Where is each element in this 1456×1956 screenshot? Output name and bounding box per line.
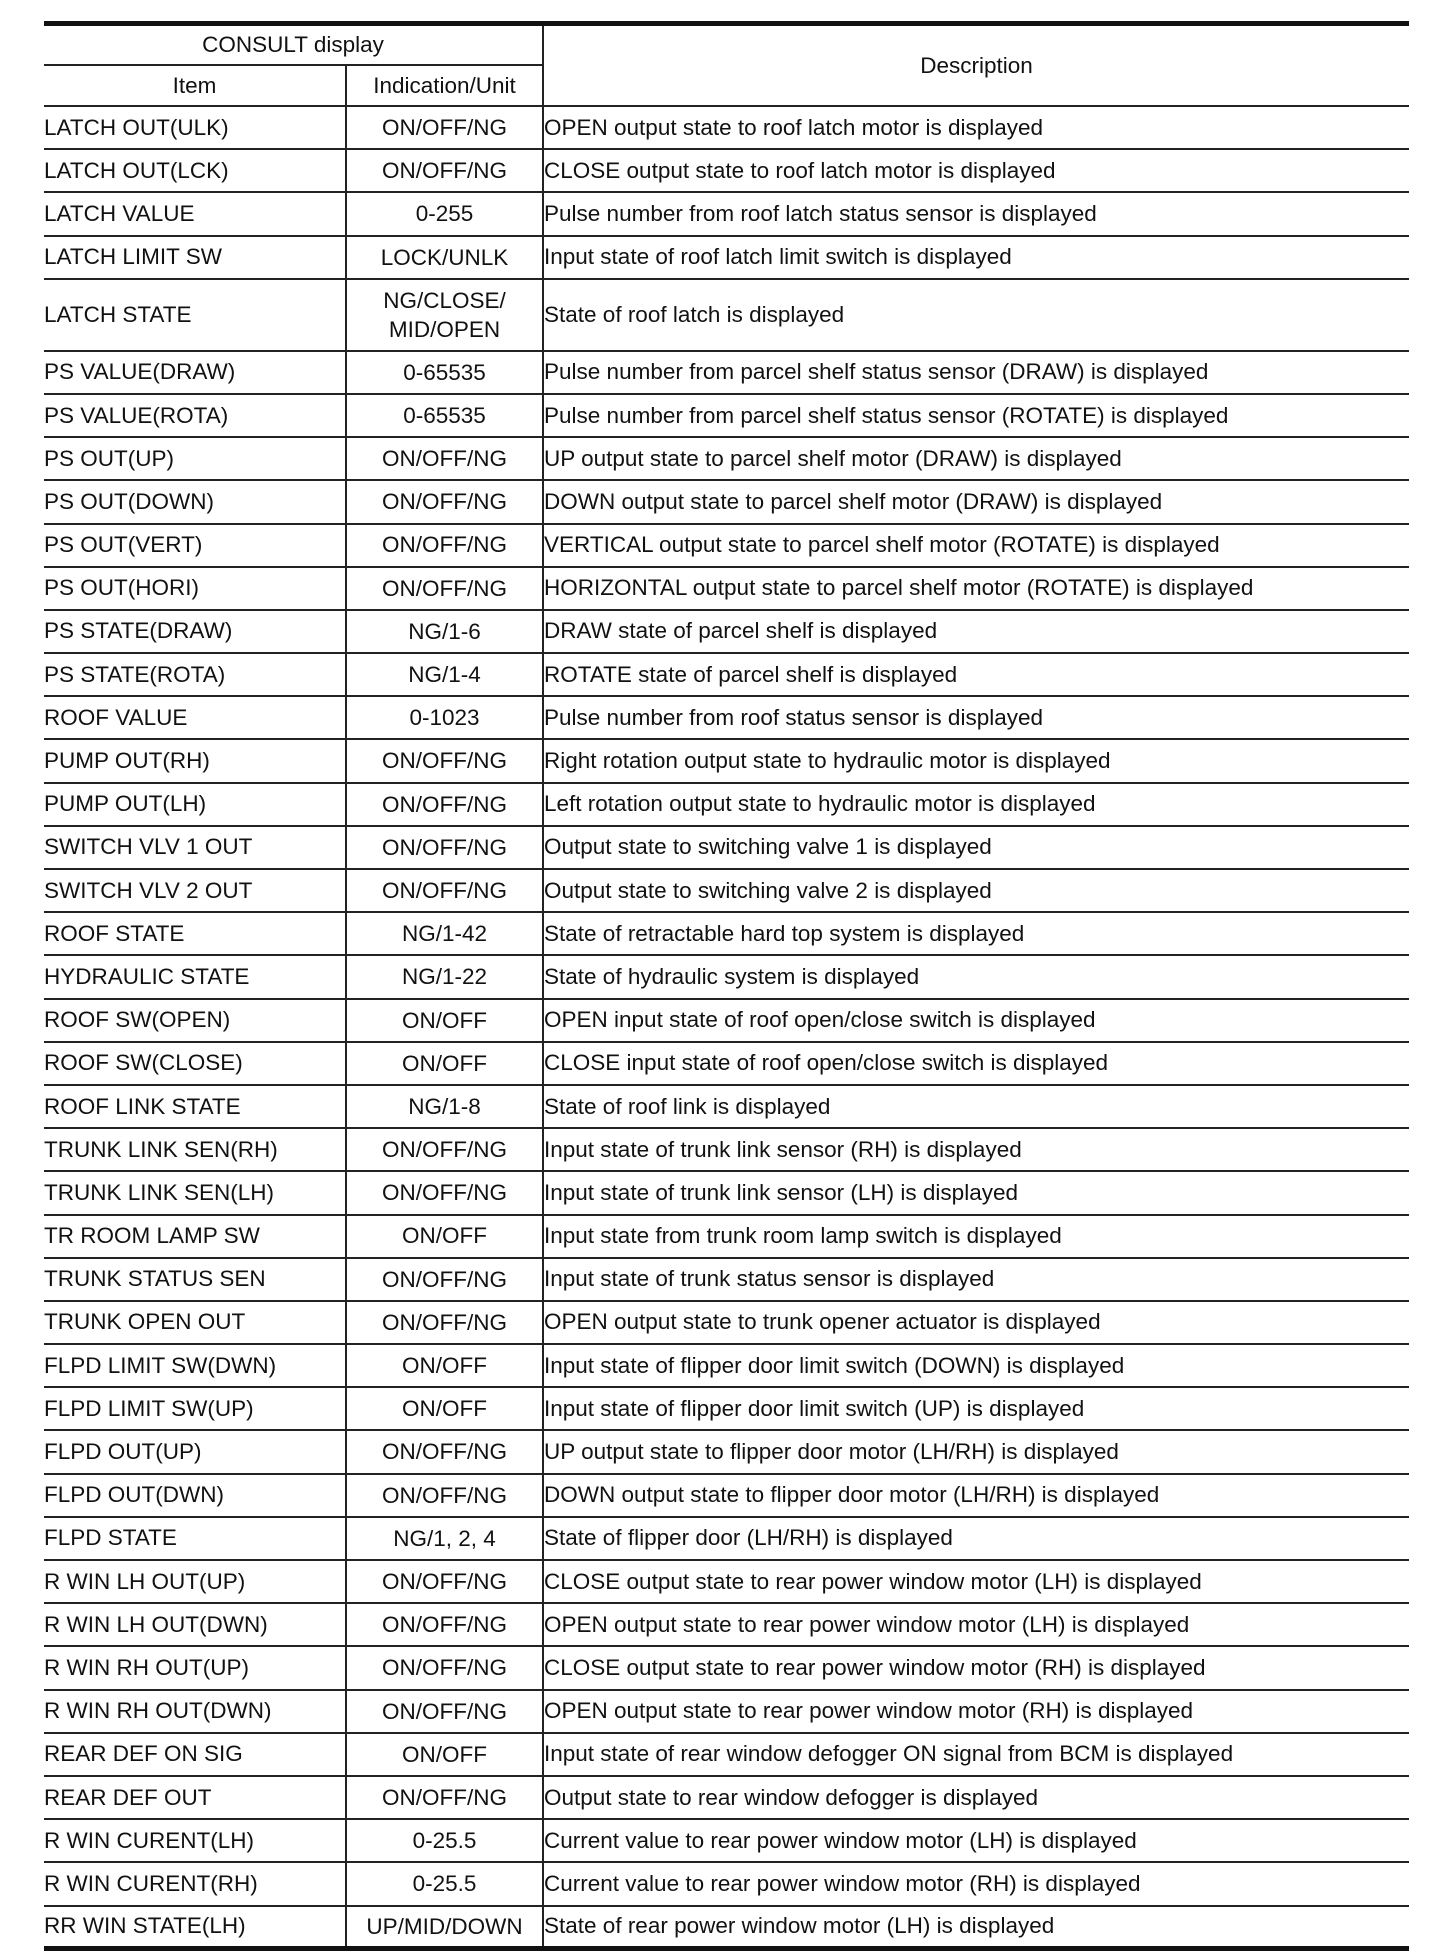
description-cell: DOWN output state to flipper door motor (LH/RH) is displayed xyxy=(543,1474,1409,1517)
description-cell: CLOSE output state to rear power window motor (LH) is displayed xyxy=(543,1560,1409,1603)
unit-cell: NG/CLOSE/ MID/OPEN xyxy=(346,279,543,351)
unit-cell: ON/OFF/NG xyxy=(346,869,543,912)
unit-cell: NG/1-8 xyxy=(346,1085,543,1128)
description-cell: Input state of flipper door limit switch (UP) is displayed xyxy=(543,1387,1409,1430)
item-cell: FLPD LIMIT SW(DWN) xyxy=(44,1344,346,1387)
description-cell: Input state of trunk link sensor (RH) is displayed xyxy=(543,1128,1409,1171)
description-cell: Input state of flipper door limit switch (DOWN) is displayed xyxy=(543,1344,1409,1387)
item-cell: R WIN CURENT(LH) xyxy=(44,1819,346,1862)
description-cell: DOWN output state to parcel shelf motor (DRAW) is displayed xyxy=(543,480,1409,523)
unit-cell: ON/OFF xyxy=(346,1344,543,1387)
item-cell: TR ROOM LAMP SW xyxy=(44,1215,346,1258)
item-cell: R WIN LH OUT(DWN) xyxy=(44,1603,346,1646)
table-row xyxy=(44,1474,1409,1517)
description-cell: State of flipper door (LH/RH) is displayed xyxy=(543,1517,1409,1560)
description-cell: State of hydraulic system is displayed xyxy=(543,955,1409,998)
description-cell: VERTICAL output state to parcel shelf motor (ROTATE) is displayed xyxy=(543,524,1409,567)
item-cell: SWITCH VLV 1 OUT xyxy=(44,826,346,869)
unit-cell: ON/OFF/NG xyxy=(346,783,543,826)
table-row xyxy=(44,1258,1409,1301)
table-row xyxy=(44,567,1409,610)
unit-cell: ON/OFF/NG xyxy=(346,1301,543,1344)
description-cell: ROTATE state of parcel shelf is displayed xyxy=(543,653,1409,696)
item-cell: FLPD OUT(UP) xyxy=(44,1430,346,1473)
description-cell: State of rear power window motor (LH) is displayed xyxy=(543,1906,1409,1949)
description-cell: State of retractable hard top system is displayed xyxy=(543,912,1409,955)
consult-display-table xyxy=(44,21,1409,1951)
unit-cell: ON/OFF/NG xyxy=(346,106,543,149)
description-cell: OPEN output state to rear power window motor (RH) is displayed xyxy=(543,1690,1409,1733)
table-row xyxy=(44,826,1409,869)
unit-cell: NG/1-42 xyxy=(346,912,543,955)
item-cell: PS STATE(ROTA) xyxy=(44,653,346,696)
description-cell: HORIZONTAL output state to parcel shelf motor (ROTATE) is displayed xyxy=(543,567,1409,610)
item-cell: ROOF LINK STATE xyxy=(44,1085,346,1128)
description-cell: DRAW state of parcel shelf is displayed xyxy=(543,610,1409,653)
description-cell: Pulse number from roof latch status sensor is displayed xyxy=(543,192,1409,235)
table-row xyxy=(44,1560,1409,1603)
unit-cell: ON/OFF/NG xyxy=(346,1258,543,1301)
item-cell: TRUNK OPEN OUT xyxy=(44,1301,346,1344)
description-cell: UP output state to flipper door motor (LH/RH) is displayed xyxy=(543,1430,1409,1473)
table-row xyxy=(44,1819,1409,1862)
table-row xyxy=(44,1171,1409,1214)
description-cell: State of roof latch is displayed xyxy=(543,279,1409,351)
unit-cell: NG/1, 2, 4 xyxy=(346,1517,543,1560)
table-row xyxy=(44,999,1409,1042)
unit-cell: 0-1023 xyxy=(346,696,543,739)
unit-cell: ON/OFF xyxy=(346,1387,543,1430)
table-header xyxy=(44,24,1409,107)
table-row xyxy=(44,149,1409,192)
indication-unit-header: Indication/Unit xyxy=(346,65,543,106)
item-cell: ROOF SW(CLOSE) xyxy=(44,1042,346,1085)
table-row xyxy=(44,1690,1409,1733)
unit-cell: 0-25.5 xyxy=(346,1862,543,1905)
description-cell: Input state of roof latch limit switch is displayed xyxy=(543,236,1409,279)
description-cell: OPEN output state to trunk opener actuator is displayed xyxy=(543,1301,1409,1344)
table-row xyxy=(44,1128,1409,1171)
description-cell: CLOSE output state to rear power window motor (RH) is displayed xyxy=(543,1646,1409,1689)
description-cell: UP output state to parcel shelf motor (DRAW) is displayed xyxy=(543,437,1409,480)
item-cell: PS VALUE(DRAW) xyxy=(44,351,346,394)
unit-cell: ON/OFF xyxy=(346,1733,543,1776)
description-cell: Pulse number from parcel shelf status sensor (DRAW) is displayed xyxy=(543,351,1409,394)
item-cell: RR WIN STATE(LH) xyxy=(44,1906,346,1949)
unit-cell: ON/OFF/NG xyxy=(346,480,543,523)
table-body xyxy=(44,106,1409,1949)
description-cell: State of roof link is displayed xyxy=(543,1085,1409,1128)
unit-cell: ON/OFF/NG xyxy=(346,1474,543,1517)
description-cell: Input state of trunk link sensor (LH) is displayed xyxy=(543,1171,1409,1214)
item-cell: PS OUT(UP) xyxy=(44,437,346,480)
description-cell: CLOSE output state to roof latch motor is displayed xyxy=(543,149,1409,192)
item-header: Item xyxy=(44,65,346,106)
unit-cell: LOCK/UNLK xyxy=(346,236,543,279)
description-cell: OPEN output state to rear power window motor (LH) is displayed xyxy=(543,1603,1409,1646)
table-row xyxy=(44,524,1409,567)
table-row xyxy=(44,1387,1409,1430)
table-row xyxy=(44,653,1409,696)
item-cell: PUMP OUT(RH) xyxy=(44,739,346,782)
table-row xyxy=(44,192,1409,235)
description-cell: Pulse number from parcel shelf status sensor (ROTATE) is displayed xyxy=(543,394,1409,437)
table-row xyxy=(44,394,1409,437)
table-row xyxy=(44,1344,1409,1387)
table-row xyxy=(44,783,1409,826)
unit-cell: ON/OFF/NG xyxy=(346,149,543,192)
unit-cell: NG/1-4 xyxy=(346,653,543,696)
item-cell: PS OUT(VERT) xyxy=(44,524,346,567)
table-row xyxy=(44,739,1409,782)
unit-cell: 0-255 xyxy=(346,192,543,235)
item-cell: LATCH LIMIT SW xyxy=(44,236,346,279)
item-cell: PS OUT(HORI) xyxy=(44,567,346,610)
description-cell: Right rotation output state to hydraulic motor is displayed xyxy=(543,739,1409,782)
item-cell: ROOF VALUE xyxy=(44,696,346,739)
table-row xyxy=(44,1603,1409,1646)
item-cell: HYDRAULIC STATE xyxy=(44,955,346,998)
table-row xyxy=(44,1085,1409,1128)
table-row xyxy=(44,869,1409,912)
table-row xyxy=(44,437,1409,480)
table-row xyxy=(44,955,1409,998)
description-cell: Output state to switching valve 1 is displayed xyxy=(543,826,1409,869)
item-cell: LATCH OUT(LCK) xyxy=(44,149,346,192)
unit-cell: ON/OFF/NG xyxy=(346,437,543,480)
item-cell: TRUNK LINK SEN(LH) xyxy=(44,1171,346,1214)
table-row xyxy=(44,1517,1409,1560)
unit-cell: ON/OFF xyxy=(346,999,543,1042)
unit-cell: ON/OFF/NG xyxy=(346,1171,543,1214)
item-cell: ROOF STATE xyxy=(44,912,346,955)
description-header: Description xyxy=(543,24,1409,107)
description-cell: Pulse number from roof status sensor is displayed xyxy=(543,696,1409,739)
description-cell: Current value to rear power window motor (LH) is displayed xyxy=(543,1819,1409,1862)
item-cell: R WIN CURENT(RH) xyxy=(44,1862,346,1905)
item-cell: R WIN RH OUT(DWN) xyxy=(44,1690,346,1733)
description-cell: Left rotation output state to hydraulic motor is displayed xyxy=(543,783,1409,826)
table-row xyxy=(44,1430,1409,1473)
description-cell: Input state from trunk room lamp switch is displayed xyxy=(543,1215,1409,1258)
table-row xyxy=(44,480,1409,523)
unit-cell: ON/OFF/NG xyxy=(346,826,543,869)
item-cell: SWITCH VLV 2 OUT xyxy=(44,869,346,912)
unit-cell: 0-65535 xyxy=(346,394,543,437)
unit-cell: ON/OFF/NG xyxy=(346,1430,543,1473)
item-cell: PS VALUE(ROTA) xyxy=(44,394,346,437)
table-row xyxy=(44,696,1409,739)
table-row xyxy=(44,610,1409,653)
table-row xyxy=(44,236,1409,279)
table-row xyxy=(44,1042,1409,1085)
item-cell: FLPD STATE xyxy=(44,1517,346,1560)
item-cell: FLPD OUT(DWN) xyxy=(44,1474,346,1517)
item-cell: R WIN LH OUT(UP) xyxy=(44,1560,346,1603)
table-row xyxy=(44,351,1409,394)
description-cell: Input state of trunk status sensor is displayed xyxy=(543,1258,1409,1301)
unit-cell: ON/OFF xyxy=(346,1042,543,1085)
table-row xyxy=(44,1301,1409,1344)
table-row xyxy=(44,1862,1409,1905)
item-cell: LATCH VALUE xyxy=(44,192,346,235)
item-cell: PS STATE(DRAW) xyxy=(44,610,346,653)
description-cell: Output state to rear window defogger is displayed xyxy=(543,1776,1409,1819)
description-cell: Output state to switching valve 2 is displayed xyxy=(543,869,1409,912)
table-row xyxy=(44,1906,1409,1949)
table-row xyxy=(44,279,1409,351)
table-row xyxy=(44,1733,1409,1776)
description-cell: CLOSE input state of roof open/close switch is displayed xyxy=(543,1042,1409,1085)
unit-cell: ON/OFF/NG xyxy=(346,1646,543,1689)
unit-cell: ON/OFF/NG xyxy=(346,1560,543,1603)
table-row xyxy=(44,1646,1409,1689)
description-cell: Current value to rear power window motor (RH) is displayed xyxy=(543,1862,1409,1905)
item-cell: PUMP OUT(LH) xyxy=(44,783,346,826)
table-row xyxy=(44,912,1409,955)
description-cell: OPEN input state of roof open/close switch is displayed xyxy=(543,999,1409,1042)
unit-cell: UP/MID/DOWN xyxy=(346,1906,543,1949)
unit-cell: ON/OFF/NG xyxy=(346,1690,543,1733)
item-cell: LATCH OUT(ULK) xyxy=(44,106,346,149)
item-cell: REAR DEF OUT xyxy=(44,1776,346,1819)
unit-cell: ON/OFF/NG xyxy=(346,524,543,567)
table-row xyxy=(44,1776,1409,1819)
description-cell: OPEN output state to roof latch motor is displayed xyxy=(543,106,1409,149)
unit-cell: ON/OFF/NG xyxy=(346,1603,543,1646)
unit-cell: NG/1-22 xyxy=(346,955,543,998)
unit-cell: ON/OFF/NG xyxy=(346,1128,543,1171)
unit-cell: NG/1-6 xyxy=(346,610,543,653)
table-row xyxy=(44,106,1409,149)
item-cell: PS OUT(DOWN) xyxy=(44,480,346,523)
consult-display-header: CONSULT display xyxy=(44,24,543,66)
table-row xyxy=(44,1215,1409,1258)
item-cell: TRUNK LINK SEN(RH) xyxy=(44,1128,346,1171)
item-cell: LATCH STATE xyxy=(44,279,346,351)
item-cell: FLPD LIMIT SW(UP) xyxy=(44,1387,346,1430)
description-cell: Input state of rear window defogger ON signal from BCM is displayed xyxy=(543,1733,1409,1776)
unit-cell: ON/OFF/NG xyxy=(346,1776,543,1819)
unit-cell: ON/OFF/NG xyxy=(346,739,543,782)
unit-cell: 0-65535 xyxy=(346,351,543,394)
item-cell: ROOF SW(OPEN) xyxy=(44,999,346,1042)
unit-cell: ON/OFF xyxy=(346,1215,543,1258)
item-cell: TRUNK STATUS SEN xyxy=(44,1258,346,1301)
unit-cell: ON/OFF/NG xyxy=(346,567,543,610)
item-cell: REAR DEF ON SIG xyxy=(44,1733,346,1776)
item-cell: R WIN RH OUT(UP) xyxy=(44,1646,346,1689)
unit-cell: 0-25.5 xyxy=(346,1819,543,1862)
